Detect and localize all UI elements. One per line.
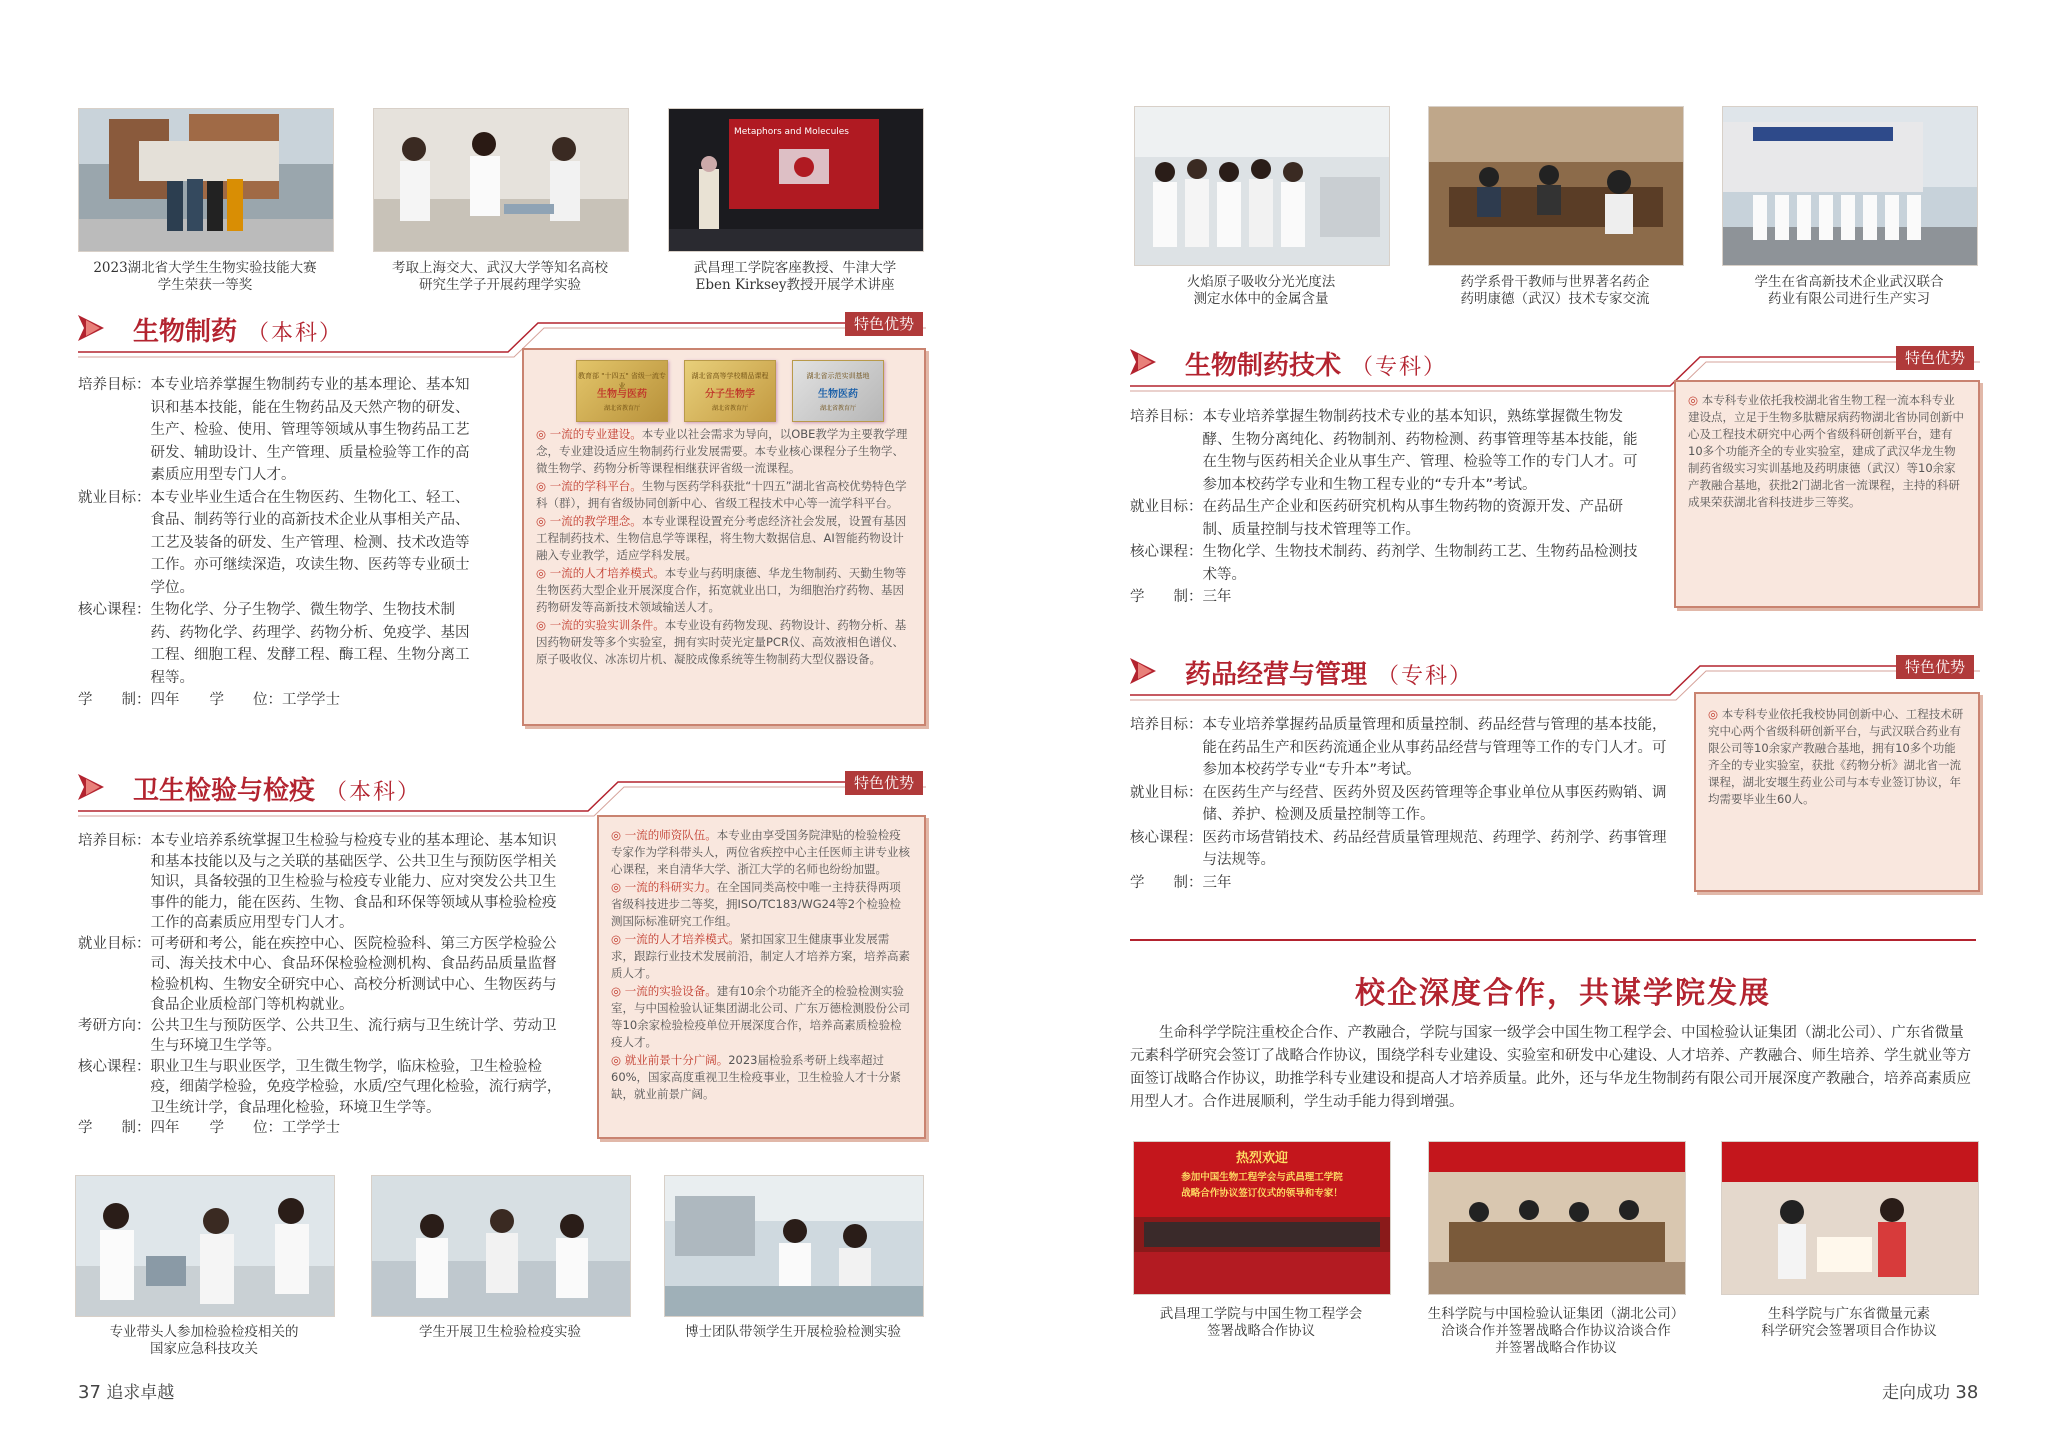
photo-caption: 考取上海交大、武汉大学等知名高校 研究生学子开展药理学实验 xyxy=(392,260,608,293)
feature-box-hygiene-inspection xyxy=(597,815,926,1139)
photo-caption: 武昌理工学院客座教授、牛津大学 Eben Kirksey教授开展学术讲座 xyxy=(693,260,897,293)
photo-production-internship xyxy=(1722,106,1978,266)
feature-item: ◎ 本专科专业依托我校湖北省生物工程一流本科专业建设点，立足于生物多肽糖尿病药物湖北省协同创新中心及工程技术研究中心两个省级科研创新平台，建有10多个功能齐全的专业实验室，建成了武汉华龙生物制药省级实习实训基地及药明康德（武汉）等10余家产教融合基地，获批2门湖北省一流课程，主持的科研成果荣获湖北省科技进步三等奖。 xyxy=(1688,393,1964,509)
photo-trace-element-agreement xyxy=(1721,1141,1979,1295)
feature-item: ◎ 一流的师资队伍。本专业由享受国务院津贴的检验检疫专家作为学科带头人，两位省疾控中心主任医师主讲专业核心课程，来自清华大学、浙江大学的名师也纷纷加盟。 xyxy=(611,828,910,876)
program-title: 生物制药 （本科） xyxy=(133,317,344,347)
photo-lecture xyxy=(668,108,924,252)
certificate: 湖北省示范实训基地 生物医药 湖北省教育厅 xyxy=(792,360,884,422)
certificate: 湖北省高等学校精品课程 分子生物学 湖北省教育厅 xyxy=(684,360,776,422)
program-title: 卫生检验与检疫 （本科） xyxy=(133,776,422,806)
photo-caption: 药学系骨干教师与世界著名药企 药明康德（武汉）技术专家交流 xyxy=(1460,274,1650,307)
divider xyxy=(1130,939,1976,941)
photo-emergency-research xyxy=(75,1175,335,1317)
section-line xyxy=(78,762,926,822)
feature-item: ◎ 一流的人才培养模式。紧扣国家卫生健康事业发展需求，跟踪行业技术发展前沿，制定人才培养方案，培养高素质人才。 xyxy=(611,932,910,980)
feature-badge: 特色优势 xyxy=(845,312,923,336)
photo-pharmacology-lab xyxy=(373,108,629,252)
feature-item: ◎ 一流的科研实力。在全国同类高校中唯一主持获得两项省级科技进步二等奖，拥ISO/TC183/WG24等2个检验检测国际标准研究工作组。 xyxy=(611,880,902,928)
feature-item: ◎ 一流的教学理念。本专业课程设置充分考虑经济社会发展，设置有基因工程制药技术、生物信息学等课程，将生物大数据信息、AI智能药物设计融入专业教学，适应学科发展。 xyxy=(536,514,907,562)
program-title: 生物制药技术 （专科） xyxy=(1185,351,1448,381)
feature-badge: 特色优势 xyxy=(845,771,923,795)
photo-caption: 2023湖北省大学生生物实验技能大赛 学生荣获一等奖 xyxy=(93,260,317,293)
page-number-left: 37 追求卓越 xyxy=(78,1382,175,1403)
photo-atomic-absorption xyxy=(1134,106,1390,266)
banner-text: 参加中国生物工程学会与武昌理工学院 xyxy=(1181,1172,1343,1183)
feature-box-drug-management xyxy=(1694,692,1980,892)
feature-item: ◎ 一流的学科平台。生物与医药学科获批“十四五”湖北省高校优势特色学科（群），拥有省级协同创新中心、省级工程技术中心等一流学科平台。 xyxy=(536,479,907,510)
banner-text: 战略合作协议签订仪式的领导和专家！ xyxy=(1181,1188,1343,1199)
program-info-hygiene-inspection: 培养目标： 本专业培养系统掌握卫生检验与检疫专业的基本理论、基本知识和基本技能以及与之关联的基础医学、公共卫生与预防医学相关知识，具备较强的卫生检验与检疫专业能力、应对突发公共卫生事件的能力，能在医药、生物、食品和环保等领域从事检验检疫工作的高素质应用型专门人才。 就业目标： 可考研和考公，能在疾控中心、医院检验科、第三方医学检验公司、海关技术中心、食品环保检验检测机构、食品药品质量监督检验机构、生物安全研究中心、高校分析测试中心、生物医药与食品企业质检部门等机构就业。 考研方向： 公共卫生与预防医学、公共卫生、流行病与卫生统计学、劳动卫生与环境卫生学等。 核心课程： 职业卫生与职业医学，卫生微生物学，临床检验，卫生检验检疫，细菌学检验，免疫学检验，水质/空气理化检验，流行病学，卫生统计学，食品理化检验，环境卫生学等。 学 制： 四年 学 位： 工学学士 xyxy=(78,833,562,1136)
program-info-bio-pharma-tech: 培养目标： 本专业培养掌握生物制药技术专业的基本知识，熟练掌握微生物发酵、生物分离纯化、药物制剂、药物检测、药事管理等基本技能，能在生物与医药相关企业从事生产、管理、检验等工作的专门人才。可参加本校药学专业和生物工程专业的“专升本”考试。 就业目标： 在药品生产企业和医药研究机构从事生物药物的资源开发、产品研制、质量控制与技术管理等工作。 核心课程： 生物化学、生物技术制药、药剂学、生物制药工艺、生物药品检测技术等。 学 制： 三年 xyxy=(1130,409,1638,605)
feature-item: ◎ 就业前景十分广阔。2023届检验系考研上线率超过60%，国家高度重视卫生检疫事业，卫生检验人才十分紧缺，就业前景广阔。 xyxy=(611,1053,902,1101)
photo-caption: 武昌理工学院与中国生物工程学会 签署战略合作协议 xyxy=(1159,1306,1363,1339)
photo-caption: 生科学院与广东省微量元素 科学研究会签署项目合作协议 xyxy=(1761,1306,1937,1339)
program-title: 药品经营与管理 （专科） xyxy=(1185,660,1474,690)
feature-box-bio-pharma-tech xyxy=(1674,380,1980,608)
photo-caption: 学生开展卫生检验检疫实验 xyxy=(419,1324,581,1340)
lecture-screen-text: Metaphors and Molecules xyxy=(734,127,850,137)
program-info-drug-management: 培养目标： 本专业培养掌握药品质量管理和质量控制、药品经营与管理的基本技能，能在药品生产和医药流通企业从事药品经营与管理等工作的专门人才。可参加本校药学专业“专升本”考试。 就业目标： 在医药生产与经营、医药外贸及医药管理等企事业单位从事医药购销、调储、养护、检测及质量控制等工作。 核心课程： 医药市场营销技术、药品经营质量管理规范、药理学、药剂学、药事管理与法规等。 学 制： 三年 xyxy=(1130,717,1667,891)
photo-caption: 学生在省高新技术企业武汉联合 药业有限公司进行生产实习 xyxy=(1754,274,1944,307)
cooperation-title: 校企深度合作，共谋学院发展 xyxy=(1355,976,1771,1011)
feature-item: ◎ 一流的实验设备。建有10余个功能齐全的检验检测实验室，与中国检验认证集团湖北公司、广东万德检测股份公司等10余家检验检疫单位开展深度合作，培养高素质检验检疫人才。 xyxy=(611,984,910,1049)
photo-hygiene-experiment xyxy=(371,1175,631,1317)
photo-inspection-group-meeting xyxy=(1428,1141,1686,1295)
photo-competition xyxy=(78,108,334,252)
feature-item: ◎ 本专科专业依托我校协同创新中心、工程技术研究中心两个省级科研创新平台，与武汉联合药业有限公司等10余家产教融合基地，拥有10多个功能齐全的专业实验室，获批《药物分析》湖北省一流课程，湖北安堰生药业公司与本专业签订协议，年均需要毕业生60人。 xyxy=(1708,707,1964,806)
feature-badge: 特色优势 xyxy=(1896,346,1974,370)
feature-item: ◎ 一流的专业建设。本专业以社会需求为导向，以OBE教学为主要教学理念，专业建设适应生物制药行业发展需要。本专业核心课程分子生物学、微生物学、药物分析等课程相继获评省级一流课程。 xyxy=(536,427,908,475)
photo-caption: 博士团队带领学生开展检验检测实验 xyxy=(685,1324,901,1340)
photo-caption: 生科学院与中国检验认证集团（湖北公司） 洽谈合作并签署战略合作协议洽谈合作 并签署战略合作协议 xyxy=(1427,1306,1685,1356)
program-info-bio-pharma: 培养目标： 本专业培养掌握生物制药专业的基本理论、基本知识和基本技能，能在生物药品及天然产物的研发、生产、检验、使用、管理等领域从事生物药品工艺研发、辅助设计、生产管理、质量检验等工作的高素质应用型专门人才。 就业目标： 本专业毕业生适合在生物医药、生物化工、轻工、食品、制药等行业的高新技术企业从事相关产品、工艺及装备的研发、生产管理、检测、技术改造等工作。亦可继续深造，攻读生物、医药等专业硕士学位。 核心课程： 生物化学、分子生物学、微生物学、生物技术制药、药物化学、药理学、药物分析、免疫学、基因工程、细胞工程、发酵工程、酶工程、生物分离工程等。 学 制： 四年 学 位： 工学学士 xyxy=(78,377,470,708)
photo-wuxi-exchange xyxy=(1428,106,1684,266)
photo-caption: 专业带头人参加检验检疫相关的 国家应急科技攻关 xyxy=(109,1324,299,1357)
feature-item: ◎ 一流的实验实训条件。本专业设有药物发现、药物设计、药物分析、基因药物研发等多个实验室，拥有实时荧光定量PCR仪、高效液相色谱仪、原子吸收仪、冰冻切片机、凝胶成像系统等生物制药大型仪器设备。 xyxy=(536,618,907,666)
page-number-right: 走向成功 38 xyxy=(1882,1382,1979,1403)
photo-strategic-agreement xyxy=(1133,1141,1391,1295)
program-header-hygiene-inspection xyxy=(78,762,926,822)
banner-text: 热烈欢迎 xyxy=(1235,1151,1289,1166)
feature-item: ◎ 一流的人才培养模式。本专业与药明康德、华龙生物制药、天勤生物等生物医药大型企业开展深度合作，拓宽就业出口，为细胞治疗药物、基因药物研发等高新技术领域输送人才。 xyxy=(536,566,907,614)
feature-box-bio-pharma xyxy=(522,348,926,726)
photo-caption: 火焰原子吸收分光光度法 测定水体中的金属含量 xyxy=(1186,274,1336,307)
feature-badge: 特色优势 xyxy=(1896,655,1974,679)
certificate: 教育部 "十四五" 省级一流专业 生物与医药 湖北省教育厅 xyxy=(576,360,668,422)
photo-doctoral-team xyxy=(664,1175,924,1317)
cooperation-text: 生命科学学院注重校企合作、产教融合，学院与国家一级学会中国生物工程学会、中国检验认证集团（湖北公司）、广东省微量元素科学研究会签订了战略合作协议，围绕学科专业建设、实验室和研发中心建设、人才培养、产教融合、师生培养、学生就业等方面签订战略合作协议，助推学科专业建设和提高人才培养质量。此外，还与华龙生物制药有限公司开展深度产教融合，培养高素质应用型人才。合作进展顺利，学生动手能力得到增强。 xyxy=(1130,1025,1971,1110)
